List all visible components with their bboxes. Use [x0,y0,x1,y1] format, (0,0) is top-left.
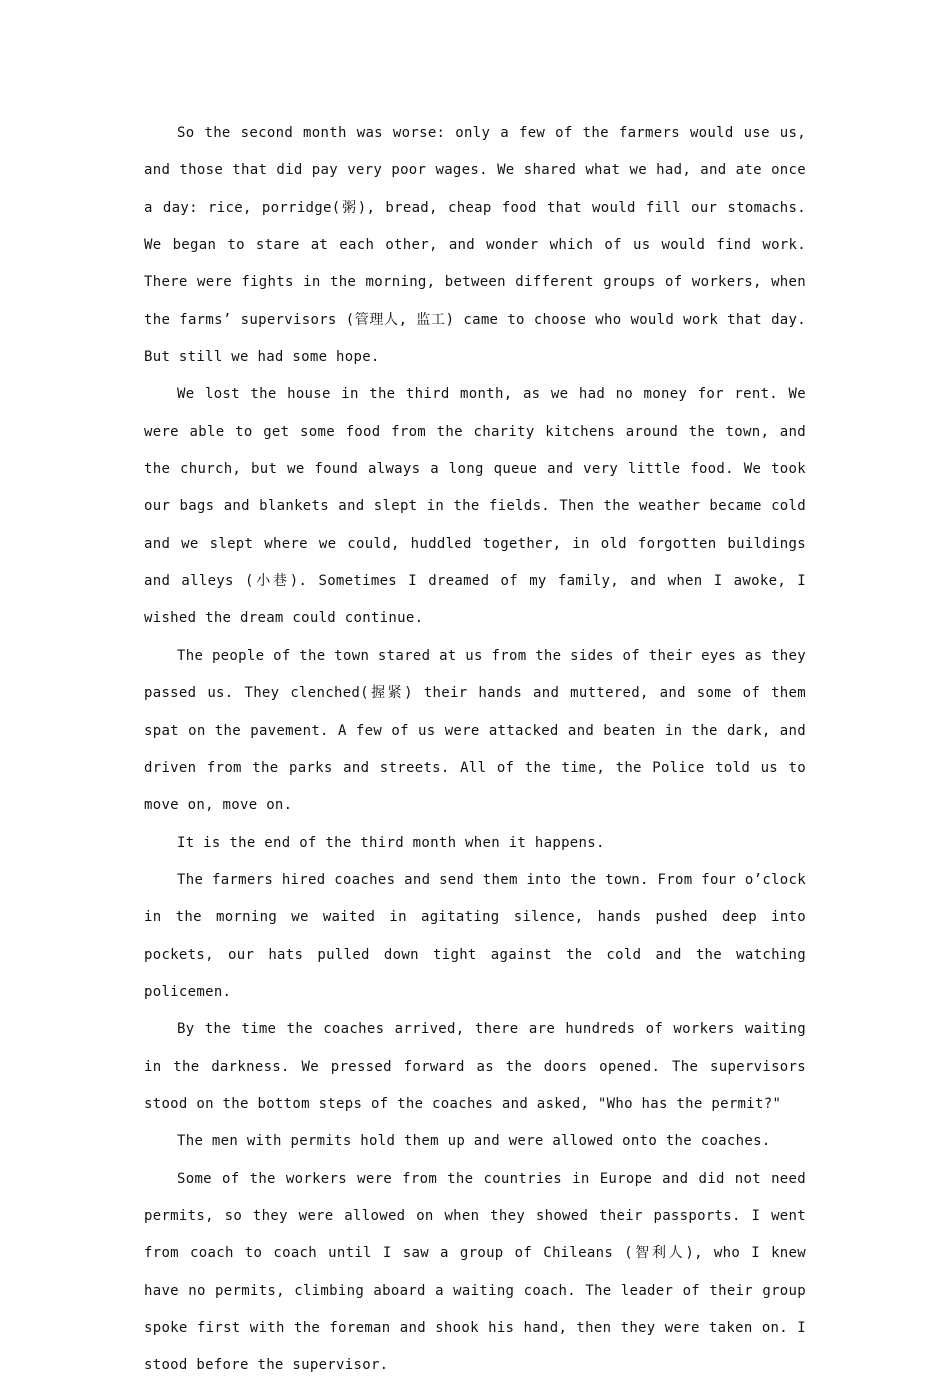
paragraph: Some of the workers were from the countries in Europe and did not need permits, so they were allowed on when they showed their passports. I went from coach to coach until I saw a group of Chileans (智利人), who I knew have no permits, climbing aboard a waiting coach. The leader of their group spoke first with the foreman and shook his hand, then they were taken on. I stood before the supervisor. [144,1170,806,1374]
document-page [144,115,806,1385]
paragraph: The people of the town stared at us from the sides of their eyes as they passed us. They clenched(握紧) their hands and muttered, and some of them spat on the pavement. A few of us were attacked and beaten in the dark, and driven from the parks and streets. All of the time, the Police told us to move on, move on. [144,647,806,814]
paragraph: By the time the coaches arrived, there are hundreds of workers waiting in the darkness. We pressed forward as the doors opened. The supervisors stood on the bottom steps of the coaches and asked, "Who has the permit?" [144,1021,806,1112]
paragraph: The farmers hired coaches and send them into the town. From four o’clock in the morning we waited in agitating silence, hands pushed deep into pockets, our hats pulled down tight against the cold and the watching policemen. [144,871,806,1000]
paragraph: It is the end of the third month when it happens. [177,834,605,851]
paragraph: The men with permits hold them up and were allowed onto the coaches. [177,1133,771,1150]
paragraph: We lost the house in the third month, as we had no money for rent. We were able to get some food from the charity kitchens around the town, and the church, but we found always a long queue and very little food. We took our bags and blankets and slept in the fields. Then the weather became cold and we slept where we could, huddled together, in old forgotten buildings and alleys (小巷). Sometimes I dreamed of my family, and when I awoke, I wished the dream could continue. [144,386,806,627]
paragraph: So the second month was worse: only a few of the farmers would use us, and those that did pay very poor wages. We shared what we had, and ate once a day: rice, porridge(粥), bread, cheap food that would fill our stomachs. We began to stare at each other, and wonder which of us would find work. There were fights in the morning, between different groups of workers, when the farms’ supervisors (管理人, 监工) came to choose who would work that day. But still we had some hope. [144,125,806,366]
